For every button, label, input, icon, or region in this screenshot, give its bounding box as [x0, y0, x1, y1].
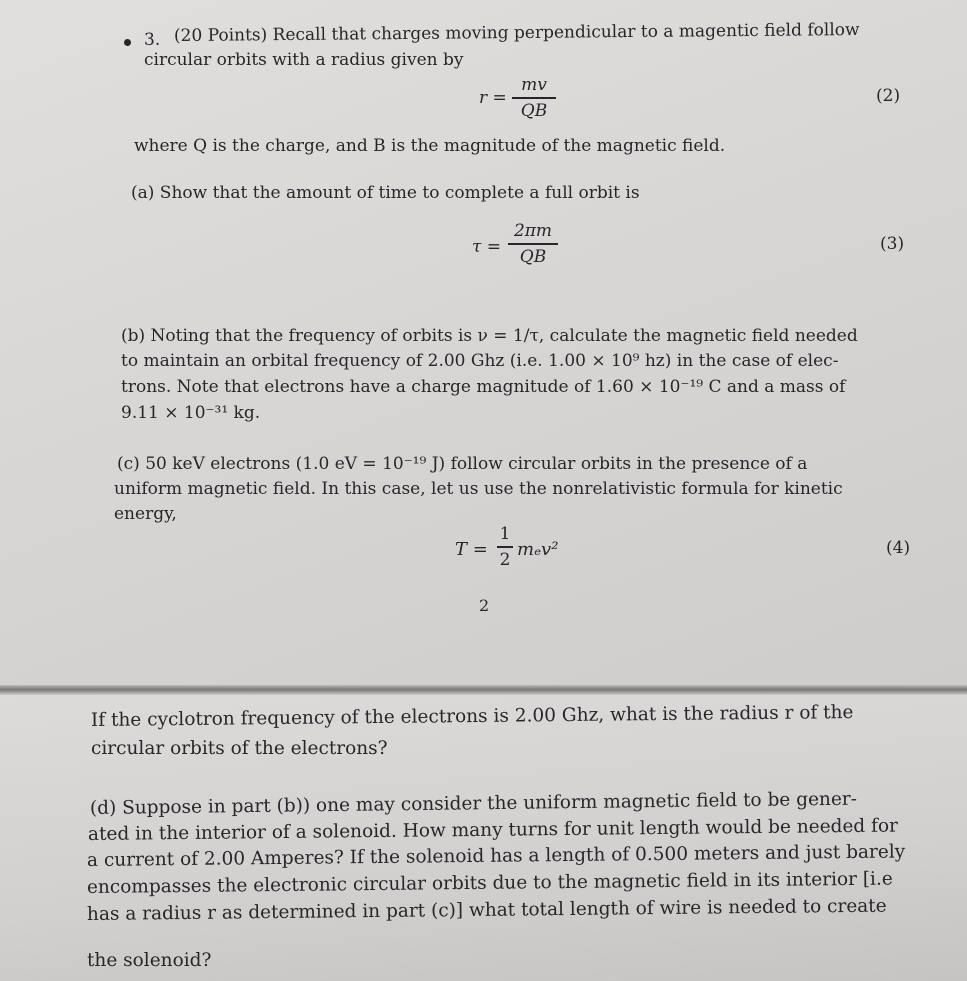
eq3-tag: (3)	[880, 234, 905, 254]
part-c-line-2: uniform magnetic field. In this case, let us use the nonrelativistic formula for kinetic	[114, 479, 843, 499]
eq2-denominator: QB	[520, 100, 548, 121]
part-b-line-4: 9.11 × 10⁻³¹ kg.	[121, 403, 261, 423]
eq3-fraction	[508, 220, 558, 268]
where-line: where Q is the charge, and B is the magnitude of the magnetic field.	[134, 136, 726, 156]
intro-line-2: circular orbits with a radius given by	[144, 50, 464, 70]
part-d-line-6: the solenoid?	[87, 950, 212, 971]
eq2-tag: (2)	[876, 86, 901, 106]
page-number: 2	[479, 596, 490, 615]
part-d-line-4: encompasses the electronic circular orbits due to the magnetic field in its interior [i.e	[86, 868, 893, 898]
part-b-line-2: to maintain an orbital frequency of 2.00 Ghz (i.e. 1.00 × 10⁹ hz) in the case of elec-	[121, 351, 839, 371]
part-d-line-1: (d) Suppose in part (b)) one may consider the uniform magnetic field to be gener-	[89, 788, 858, 819]
continuation-line-1: If the cyclotron frequency of the electrons is 2.00 Ghz, what is the radius r of the	[90, 702, 854, 731]
fraction-bar	[512, 97, 556, 99]
eq4-fraction	[497, 523, 513, 571]
sheet-page-3	[0, 695, 967, 981]
part-c-line-3: energy,	[114, 504, 177, 524]
eq4-numerator: 1	[499, 524, 511, 544]
eq2-lhs: r =	[479, 88, 507, 108]
eq3-lhs: τ =	[472, 237, 502, 257]
part-d-line-2: ated in the interior of a solenoid. How many turns for unit length would be needed for	[87, 815, 899, 845]
eq4-rest: mₑv²	[517, 539, 559, 560]
part-d-line-5: has a radius r as determined in part (c)] what total length of wire is needed to create	[86, 895, 887, 925]
fraction-bar	[508, 243, 558, 245]
eq4-tag: (4)	[886, 538, 911, 558]
part-d-line-3: a current of 2.00 Amperes? If the solenoid has a length of 0.500 meters and just barely	[86, 841, 906, 871]
problem-number: 3.	[144, 30, 161, 50]
part-b-line-1: (b) Noting that the frequency of orbits is ν = 1/τ, calculate the magnetic field needed	[121, 326, 858, 346]
fraction-bar	[497, 546, 513, 548]
part-a: (a) Show that the amount of time to complete a full orbit is	[131, 183, 640, 203]
eq4-denominator: 2	[499, 549, 511, 570]
continuation-line-2: circular orbits of the electrons?	[91, 738, 388, 759]
part-c-line-1: (c) 50 keV electrons (1.0 eV = 10⁻¹⁹ J) follow circular orbits in the presence of a	[117, 454, 808, 474]
bullet-icon	[124, 39, 131, 46]
eq4-lhs: T =	[455, 539, 488, 560]
page-fold-shadow	[0, 685, 967, 695]
eq2-fraction	[512, 74, 556, 122]
part-b-line-3: trons. Note that electrons have a charge magnitude of 1.60 × 10⁻¹⁹ C and a mass of	[121, 377, 846, 397]
eq3-denominator: QB	[519, 246, 547, 267]
eq2-numerator: mv	[521, 75, 547, 95]
eq3-numerator: 2πm	[513, 221, 553, 241]
intro-line-1: (20 Points) Recall that charges moving perpendicular to a magentic field follow	[173, 20, 860, 46]
